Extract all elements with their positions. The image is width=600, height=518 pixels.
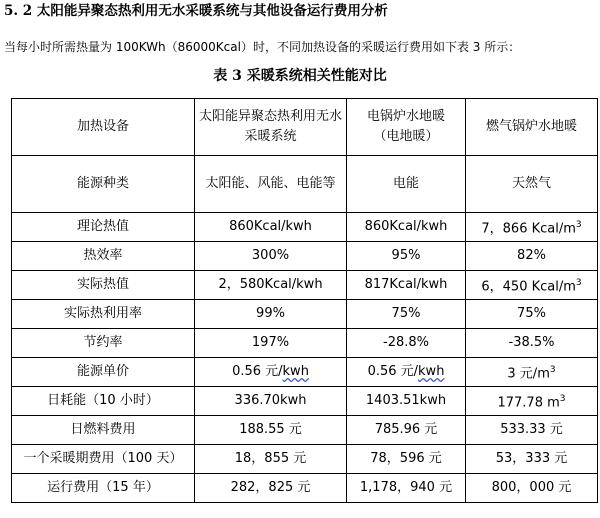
cell-solar: 太阳能、风能、电能等 xyxy=(195,156,347,213)
row-label: 日燃料费用 xyxy=(12,416,195,445)
cell-solar: 860Kcal/kwh xyxy=(195,213,347,242)
table-row xyxy=(12,387,598,416)
table-row xyxy=(12,156,598,213)
cell-electric: 860Kcal/kwh xyxy=(347,213,466,242)
row-label: 运行费用（15 年） xyxy=(12,474,195,503)
cell-electric: 1,178，940 元 xyxy=(347,474,466,503)
table-row xyxy=(12,474,598,503)
header-cell-label: 加热设备 xyxy=(12,99,195,156)
table-row xyxy=(12,329,598,358)
cell-solar: 188.55 元 xyxy=(195,416,347,445)
table-header-row xyxy=(12,99,598,156)
table-row xyxy=(12,242,598,271)
cell-gas: 533.33 元 xyxy=(466,416,598,445)
row-label: 实际热利用率 xyxy=(12,300,195,329)
row-label: 日耗能（10 小时） xyxy=(12,387,195,416)
cell-electric: 78，596 元 xyxy=(347,445,466,474)
header-cell-gas: 燃气锅炉水地暖 xyxy=(466,99,598,156)
cell-gas: 7，866 Kcal/$m^3$ xyxy=(466,213,598,242)
cell-gas: 82% xyxy=(466,242,598,271)
cell-electric: 75% xyxy=(347,300,466,329)
table-row xyxy=(12,445,598,474)
cell-gas: 天然气 xyxy=(466,156,598,213)
header-cell-electric xyxy=(347,99,466,156)
cell-solar: 2，580Kcal/kwh xyxy=(195,271,347,300)
cell-gas: 3 元$/m^3$ xyxy=(466,358,598,387)
header-cell-solar: 太阳能异聚态热利用无水采暖系统 xyxy=(195,99,347,156)
header-electric-line2: （电地暖） xyxy=(373,129,439,144)
cell-solar: 336.70kwh xyxy=(195,387,347,416)
row-label: 热效率 xyxy=(12,242,195,271)
cell-gas: 800，000 元 xyxy=(466,474,598,503)
cell-electric: 785.96 元 xyxy=(347,416,466,445)
cell-electric: 817Kcal/kwh xyxy=(347,271,466,300)
cell-solar: 197% xyxy=(195,329,347,358)
table-row xyxy=(12,358,598,387)
cell-solar: 300% xyxy=(195,242,347,271)
cell-electric: 1403.51kwh xyxy=(347,387,466,416)
cell-electric: 电能 xyxy=(347,156,466,213)
heating-comparison-table xyxy=(11,98,598,503)
cell-electric: -28.8% xyxy=(347,329,466,358)
table-row xyxy=(12,271,598,300)
table-row xyxy=(12,213,598,242)
cell-electric: 95% xyxy=(347,242,466,271)
cell-solar: 99% xyxy=(195,300,347,329)
cell-gas: 6，450 Kcal/$m^3$ xyxy=(466,271,598,300)
cell-solar: 0.56 元/kwh xyxy=(195,358,347,387)
cell-gas: 53，333 元 xyxy=(466,445,598,474)
row-label: 一个采暖期费用（100 天） xyxy=(12,445,195,474)
table-caption: 表 3 采暖系统相关性能对比 xyxy=(213,68,387,84)
section-heading: 5. 2 太阳能异聚态热利用无水采暖系统与其他设备运行费用分析 xyxy=(4,3,388,19)
row-label: 理论热值 xyxy=(12,213,195,242)
row-label: 能源种类 xyxy=(12,156,195,213)
row-label: 节约率 xyxy=(12,329,195,358)
cell-gas: 177.78 $m^3$ xyxy=(466,387,598,416)
cell-solar: 282，825 元 xyxy=(195,474,347,503)
row-label: 能源单价 xyxy=(12,358,195,387)
table-row xyxy=(12,416,598,445)
intro-paragraph: 当每小时所需热量为 100KWh（86000Kcal）时，不同加热设备的采暖运行费用如下表 3 所示： xyxy=(4,40,521,54)
row-label: 实际热值 xyxy=(12,271,195,300)
header-electric-line1: 电锅炉水地暖 xyxy=(366,109,445,124)
table-row xyxy=(12,300,598,329)
cell-gas: -38.5% xyxy=(466,329,598,358)
cell-gas: 75% xyxy=(466,300,598,329)
cell-solar: 18，855 元 xyxy=(195,445,347,474)
cell-electric: 0.56 元/kwh xyxy=(347,358,466,387)
